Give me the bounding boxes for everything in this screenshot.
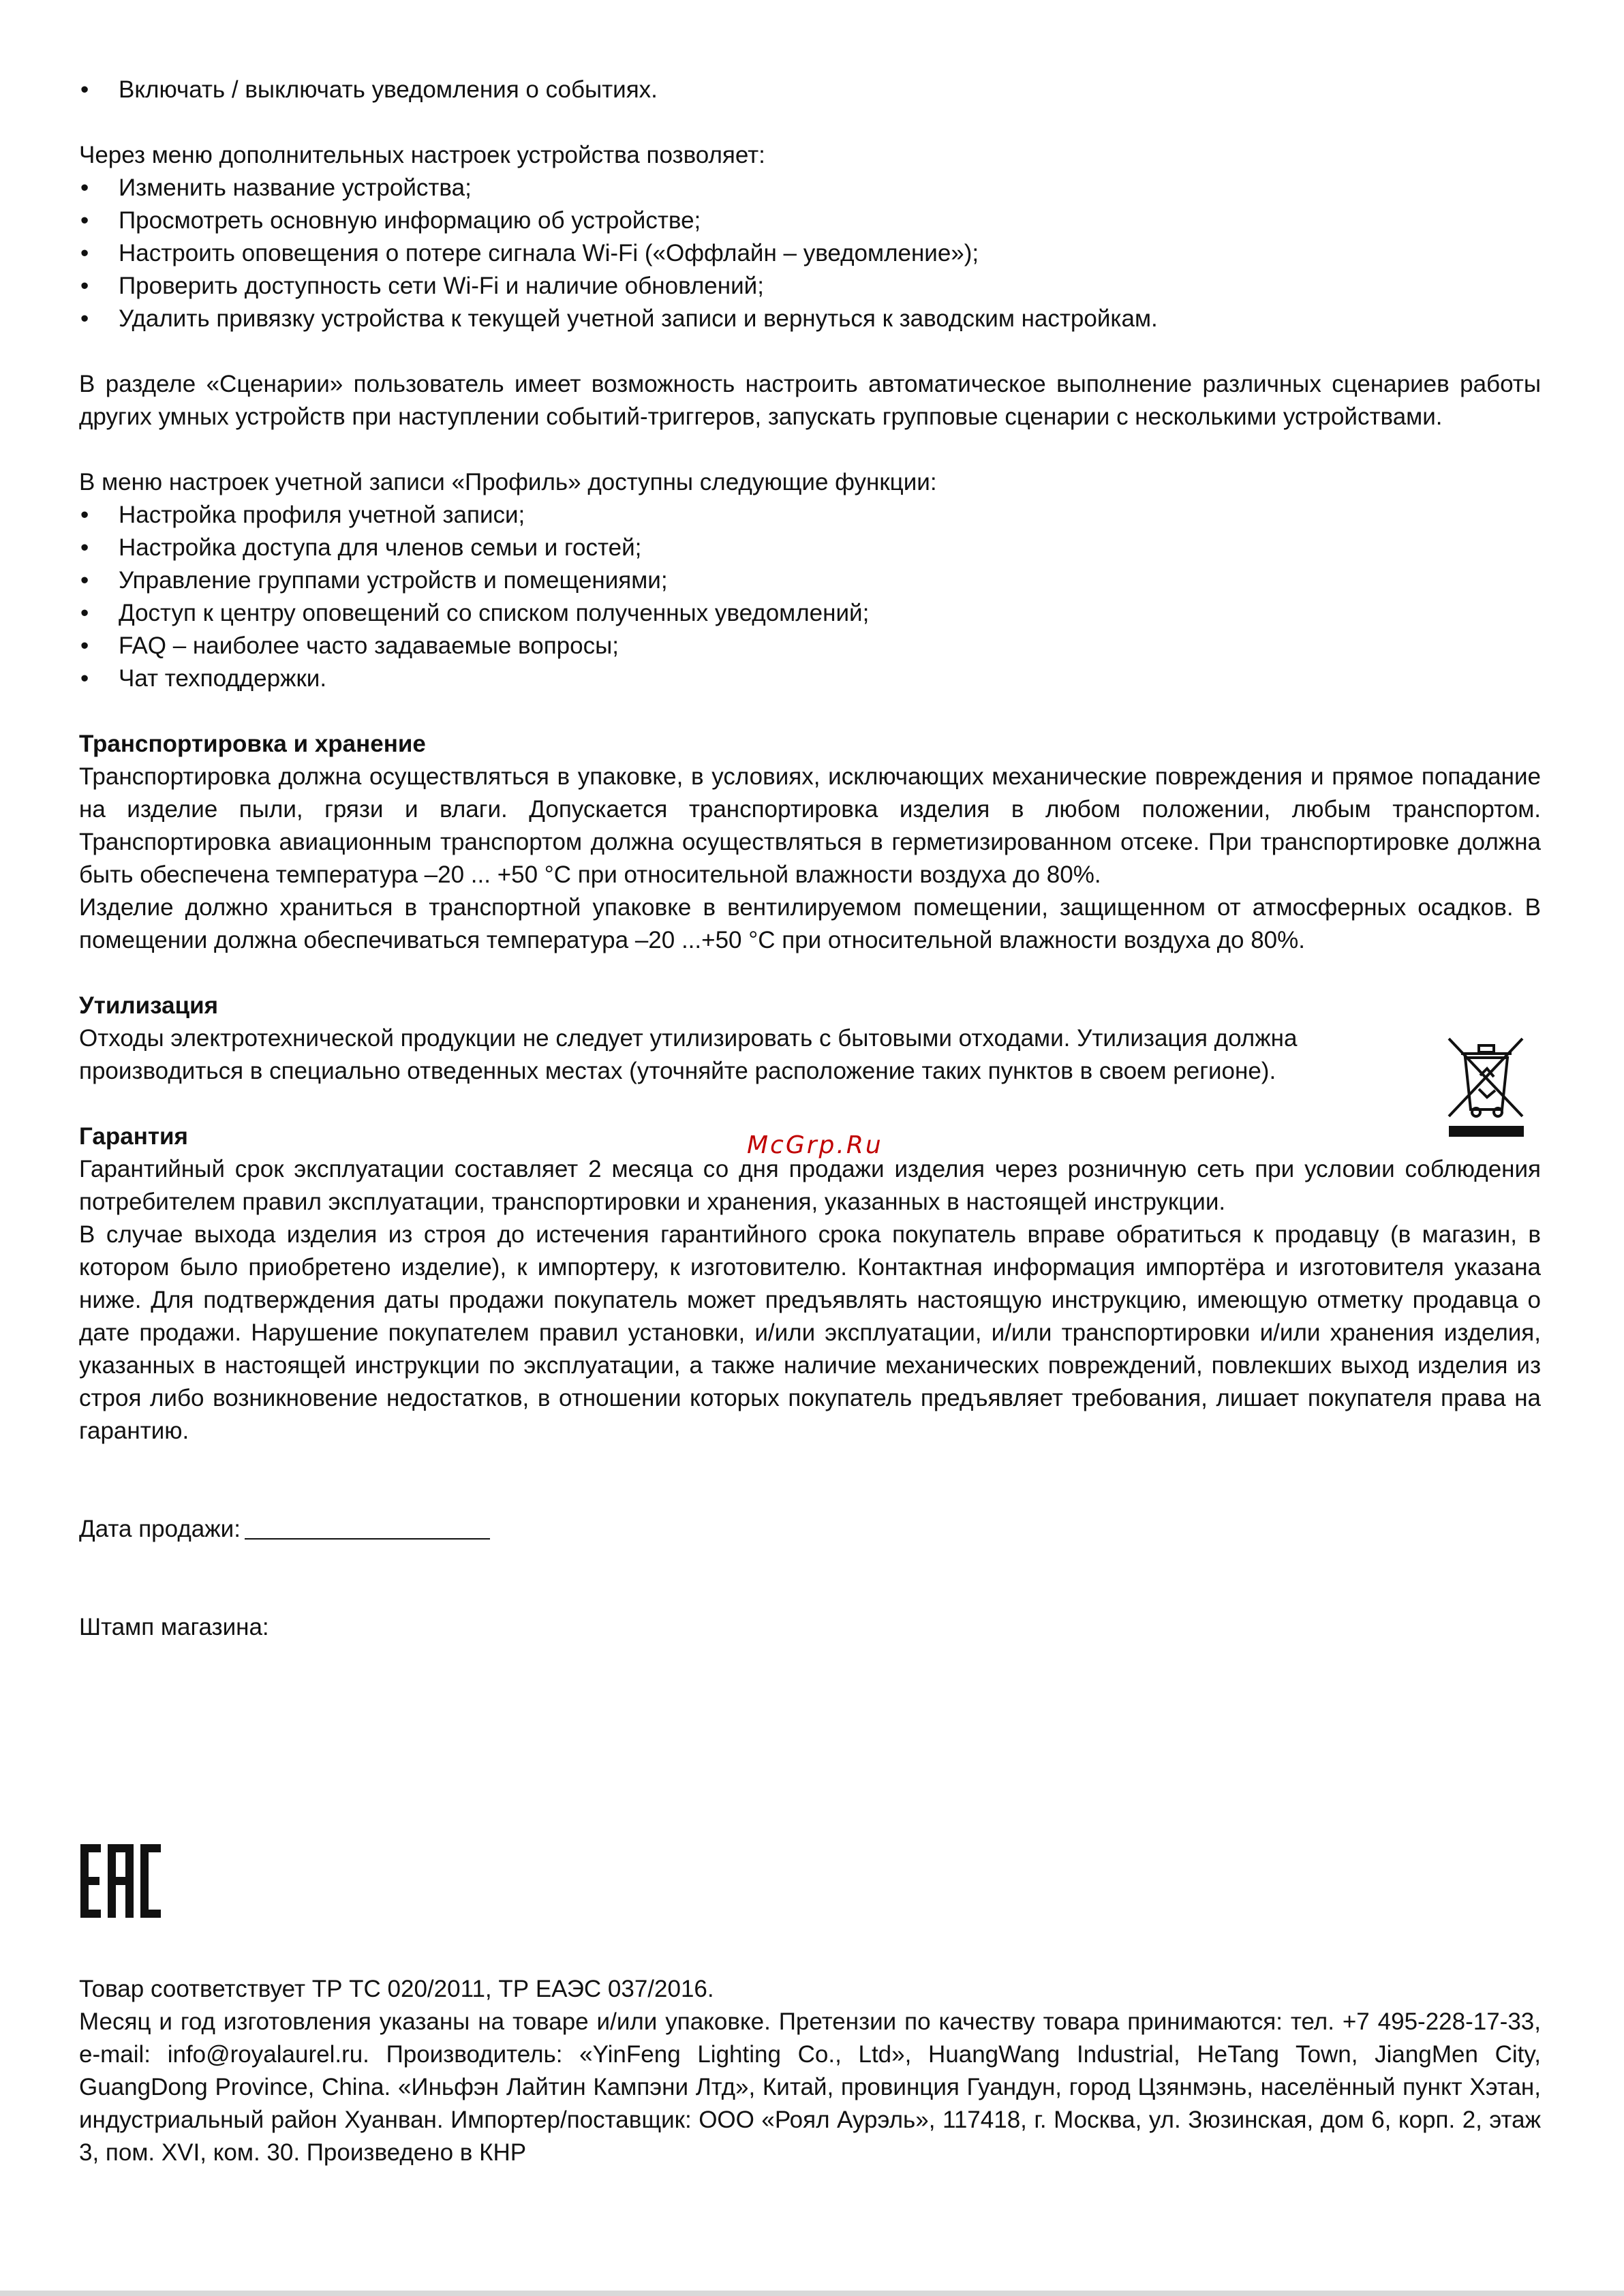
list-item: • Доступ к центру оповещений со списком полученных уведомлений; xyxy=(79,597,1541,630)
device-settings-list xyxy=(79,172,1541,335)
transport-heading: Транспортировка и хранение xyxy=(79,731,426,757)
sale-date-field xyxy=(79,1513,1541,1546)
list-item: • Настроить оповещения о потере сигнала Wi-Fi («Оффлайн – уведомление»); xyxy=(79,237,1541,270)
transport-paragraph: Транспортировка должна осуществляться в упаковке, в условиях, исключающих механические повреждения и прямое попадание на изделие пыли, грязи и влаги. Допускается транспортировка изделия в любом положении, любым транспортом. Транспортировка авиационным транспортом должна осуществляться в герметизированном отсеке. При транспортировке должна быть обеспечена температура –20 ... +50 °C при относительной влажности воздуха до 80%. xyxy=(79,763,1541,888)
list-item: • Чат техподдержки. xyxy=(79,662,1541,695)
list-item: • Изменить название устройства; xyxy=(79,172,1541,204)
list-item: • Удалить привязку устройства к текущей учетной записи и вернуться к заводским настройкам. xyxy=(79,303,1541,335)
list-item: • Проверить доступность сети Wi-Fi и наличие обновлений; xyxy=(79,270,1541,303)
crossed-out-bin-icon xyxy=(1445,1036,1528,1138)
list-item: • Включать / выключать уведомления о событиях. xyxy=(79,74,1541,106)
list-item: • Настройка доступа для членов семьи и гостей; xyxy=(79,532,1541,564)
list-item: • FAQ – наиболее часто задаваемые вопросы; xyxy=(79,630,1541,662)
device-settings-intro: Через меню дополнительных настроек устройства позволяет: xyxy=(79,142,765,168)
storage-paragraph: Изделие должно храниться в транспортной упаковке в вентилируемом помещении, защищенном от атмосферных осадков. В помещении должна обеспечиваться температура –20 ...+50 °C при относительной влажности воздуха до 80%. xyxy=(79,894,1541,953)
stamp-label: Штамп магазина: xyxy=(79,1614,269,1640)
document-page xyxy=(79,74,1541,1644)
list-item: • Управление группами устройств и помещениями; xyxy=(79,564,1541,597)
warranty-claims-paragraph: В случае выхода изделия из строя до истечения гарантийного срока покупатель вправе обратиться к продавцу (в магазин, в котором было приобретено изделие), к импортеру, к изготовителю. Контактная информация импортёра и изготовителя указана ниже. Для подтверждения даты продажи покупатель может предъявлять настоящую инструкцию, имеющую отметку продавца о дате продажи. Нарушение покупателем правил установки, и/или эксплуатации, и/или транспортировки и/или хранения изделия, указанных в настоящей инструкции по эксплуатации, а также наличие механических повреждений, повлекших выход изделия из строя либо возникновение недостатков, в отношении которых покупатель предъявляет требования, лишает покупателя права на гарантию. xyxy=(79,1221,1541,1444)
profile-intro: В меню настроек учетной записи «Профиль» доступны следующие функции: xyxy=(79,469,937,495)
scenarios-paragraph: В разделе «Сценарии» пользователь имеет возможность настроить автоматическое выполнение различных сценариев работы других умных устройств при наступлении событий-триггеров, запускать групповые сценарии с несколькими устройствами. xyxy=(79,371,1541,430)
disposal-paragraph: Отходы электротехнической продукции не следует утилизировать с бытовыми отходами. Утилизация должна производиться в специально отведенных местах (уточняйте расположение таких пунктов в своем регионе). xyxy=(79,1025,1298,1084)
sale-date-label: Дата продажи: xyxy=(79,1516,241,1542)
profile-functions-list xyxy=(79,499,1541,695)
intro-bullet-list xyxy=(79,74,1541,106)
list-item: • Настройка профиля учетной записи; xyxy=(79,499,1541,532)
warranty-heading: Гарантия xyxy=(79,1123,188,1150)
warranty-paragraph: Гарантийный срок эксплуатации составляет 2 месяца со дня продажи изделия через розничную сеть при условии соблюдения потребителем правил эксплуатации, транспортировки и хранения, указанных в настоящей инструкции. xyxy=(79,1156,1541,1215)
disposal-heading: Утилизация xyxy=(79,992,219,1019)
footer-block xyxy=(79,1973,1541,2169)
bottom-divider xyxy=(0,2291,1624,2296)
list-item: • Просмотреть основную информацию об устройстве; xyxy=(79,204,1541,237)
compliance-text: Товар соответствует ТР ТС 020/2011, ТР ЕАЭС 037/2016. xyxy=(79,1976,714,2002)
sale-date-blank-line xyxy=(245,1514,490,1540)
eac-mark xyxy=(80,1844,161,1918)
manufacturer-info: Месяц и год изготовления указаны на товаре и/или упаковке. Претензии по качеству товара принимаются: тел. +7 495-228-17-33, e-mail: info@royalaurel.ru. Производитель: «YinFeng Lighting Co., Ltd», HuangWang Industrial, HeTang Town, JiangMen City, GuangDong Province, China. «Иньфэн Лайтин Кампэни Лтд», Китай, провинция Гуандун, город Цзянмэнь, населённый пункт Хэтан, индустриальный район Хуанван. Импортер/поставщик: ООО «Роял Аурэль», 117418, г. Москва, ул. Зюзинская, дом 6, корп. 2, этаж 3, пом. XVI, ком. 30. Произведено в КНР xyxy=(79,2008,1541,2166)
watermark: McGrp.Ru xyxy=(747,1131,883,1159)
